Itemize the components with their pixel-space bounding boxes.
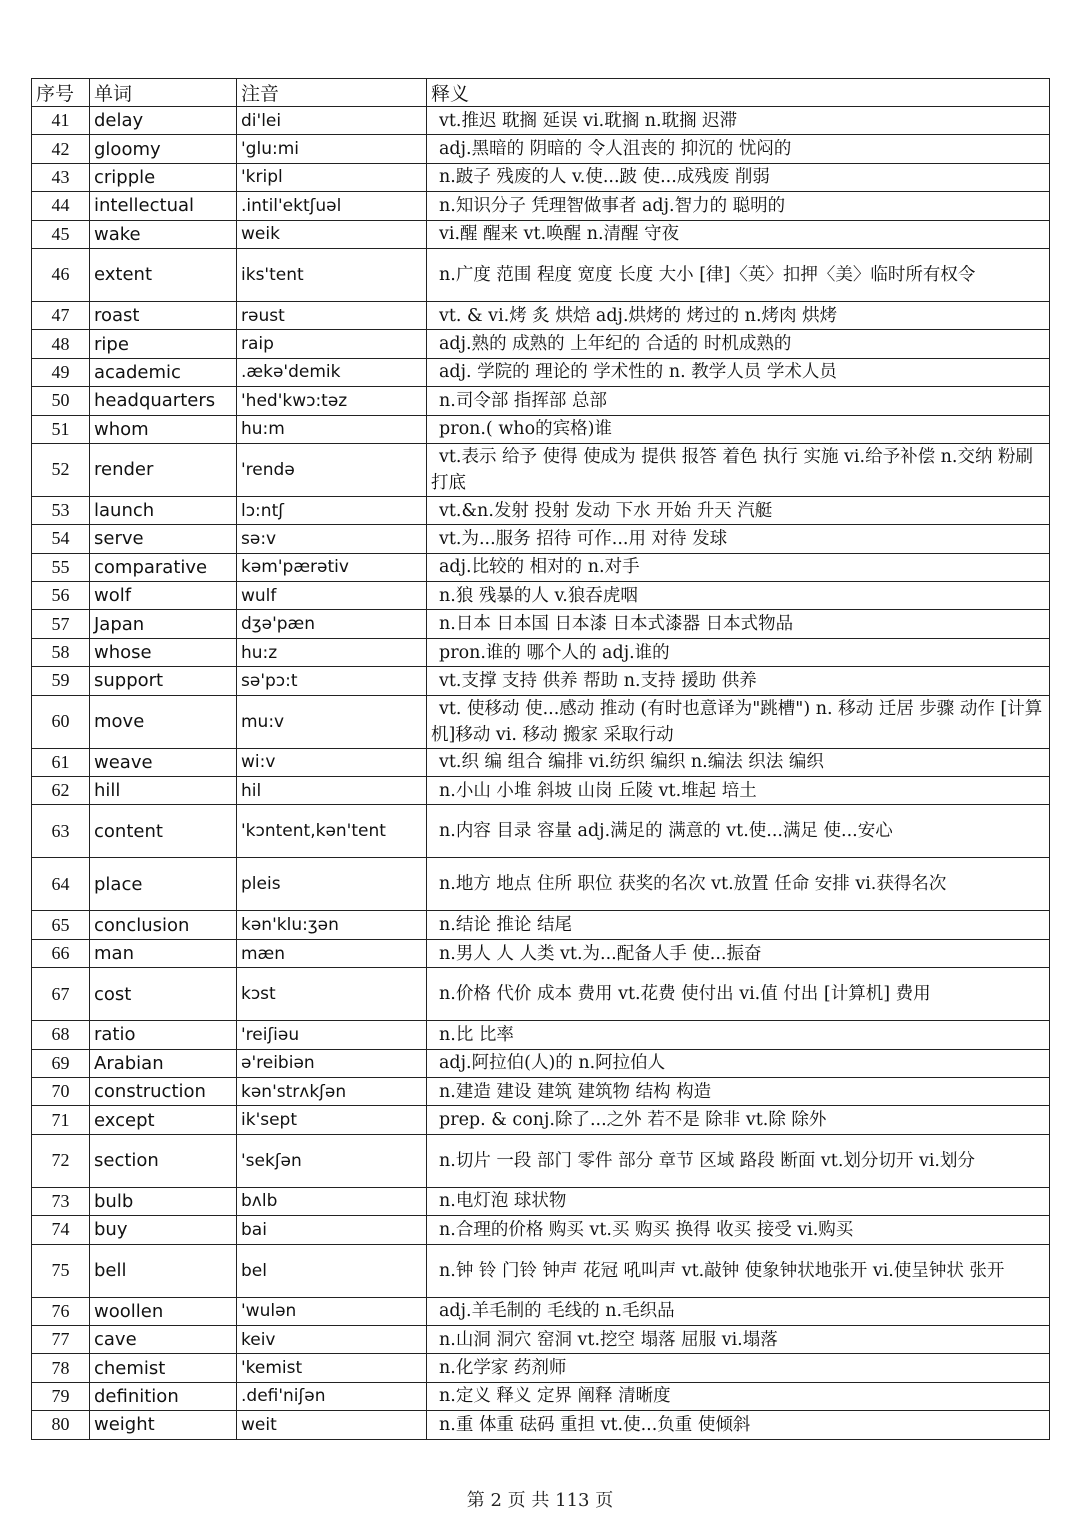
table-row xyxy=(32,939,1050,967)
row-number: 53 xyxy=(32,496,90,524)
row-pronunciation: pleis xyxy=(237,858,427,911)
table-header-row xyxy=(32,79,1050,107)
row-definition: n.日本 日本国 日本漆 日本式漆器 日本式物品 xyxy=(427,610,1050,638)
row-number: 76 xyxy=(32,1297,90,1325)
row-pronunciation: wulf xyxy=(237,582,427,610)
row-definition: n.地方 地点 住所 职位 获奖的名次 vt.放置 任命 安排 vi.获得名次 xyxy=(427,858,1050,911)
row-definition: prep. & conj.除了...之外 若不是 除非 vt.除 除外 xyxy=(427,1106,1050,1134)
row-number: 74 xyxy=(32,1216,90,1244)
header-definition: 释义 xyxy=(427,79,1050,107)
row-number: 73 xyxy=(32,1187,90,1215)
row-pronunciation: .ækə'demik xyxy=(237,358,427,386)
header-pronunciation: 注音 xyxy=(237,79,427,107)
table-row xyxy=(32,1134,1050,1187)
row-pronunciation: wi:v xyxy=(237,748,427,776)
row-word: weight xyxy=(90,1411,237,1439)
row-definition: vt.织 编 组合 编排 vi.纺织 编织 n.编法 织法 编织 xyxy=(427,748,1050,776)
row-definition: n.狼 残暴的人 v.狼吞虎咽 xyxy=(427,582,1050,610)
row-definition: vt.&n.发射 投射 发动 下水 开始 升天 汽艇 xyxy=(427,496,1050,524)
table-row xyxy=(32,1216,1050,1244)
row-definition: n.比 比率 xyxy=(427,1021,1050,1049)
row-number: 78 xyxy=(32,1354,90,1382)
row-definition: n.切片 一段 部门 零件 部分 章节 区域 路段 断面 vt.划分切开 vi.划分 xyxy=(427,1134,1050,1187)
row-number: 79 xyxy=(32,1382,90,1410)
row-pronunciation: lɔ:ntʃ xyxy=(237,496,427,524)
row-word: buy xyxy=(90,1216,237,1244)
row-number: 77 xyxy=(32,1325,90,1353)
row-word: whom xyxy=(90,415,237,443)
row-definition: n.定义 释义 定界 阐释 清晰度 xyxy=(427,1382,1050,1410)
row-pronunciation: kəm'pærətiv xyxy=(237,553,427,581)
row-word: Japan xyxy=(90,610,237,638)
row-definition: vt. & vi.烤 炙 烘焙 adj.烘烤的 烤过的 n.烤肉 烘烤 xyxy=(427,301,1050,329)
row-pronunciation: 'sekʃən xyxy=(237,1134,427,1187)
row-pronunciation: sə'pɔ:t xyxy=(237,667,427,695)
row-number: 62 xyxy=(32,777,90,805)
row-definition: vt.支撑 支持 供养 帮助 n.支持 援助 供养 xyxy=(427,667,1050,695)
row-word: ratio xyxy=(90,1021,237,1049)
row-word: definition xyxy=(90,1382,237,1410)
row-pronunciation: mu:v xyxy=(237,695,427,748)
page-footer: 第 2 页 共 113 页 xyxy=(466,1490,614,1511)
vocabulary-table xyxy=(31,78,1050,1440)
row-word: serve xyxy=(90,525,237,553)
table-row xyxy=(32,248,1050,301)
row-word: roast xyxy=(90,301,237,329)
row-pronunciation: iks'tent xyxy=(237,248,427,301)
table-row xyxy=(32,911,1050,939)
header-number: 序号 xyxy=(32,79,90,107)
row-number: 67 xyxy=(32,968,90,1021)
row-number: 71 xyxy=(32,1106,90,1134)
row-definition: vt.推迟 耽搁 延误 vi.耽搁 n.耽搁 迟滞 xyxy=(427,107,1050,135)
row-number: 65 xyxy=(32,911,90,939)
row-number: 69 xyxy=(32,1049,90,1077)
row-number: 50 xyxy=(32,387,90,415)
row-definition: n.钟 铃 门铃 钟声 花冠 吼叫声 vt.敲钟 使象钟状地张开 vi.使呈钟状 张开 xyxy=(427,1244,1050,1297)
table-row xyxy=(32,582,1050,610)
row-word: construction xyxy=(90,1077,237,1105)
table-row xyxy=(32,748,1050,776)
row-definition: adj.阿拉伯(人)的 n.阿拉伯人 xyxy=(427,1049,1050,1077)
row-word: hill xyxy=(90,777,237,805)
row-pronunciation: 'wulən xyxy=(237,1297,427,1325)
row-word: headquarters xyxy=(90,387,237,415)
row-word: gloomy xyxy=(90,135,237,163)
row-definition: adj.比较的 相对的 n.对手 xyxy=(427,553,1050,581)
row-pronunciation: bai xyxy=(237,1216,427,1244)
row-word: weave xyxy=(90,748,237,776)
row-number: 42 xyxy=(32,135,90,163)
row-number: 45 xyxy=(32,220,90,248)
row-pronunciation: 'glu:mi xyxy=(237,135,427,163)
row-number: 61 xyxy=(32,748,90,776)
row-definition: n.山洞 洞穴 窑洞 vt.挖空 塌落 屈服 vi.塌落 xyxy=(427,1325,1050,1353)
row-number: 47 xyxy=(32,301,90,329)
table-row xyxy=(32,443,1050,496)
table-row xyxy=(32,1411,1050,1439)
row-definition: n.电灯泡 球状物 xyxy=(427,1187,1050,1215)
row-word: except xyxy=(90,1106,237,1134)
row-word: cost xyxy=(90,968,237,1021)
row-definition: vt.为...服务 招待 可作...用 对待 发球 xyxy=(427,525,1050,553)
row-word: content xyxy=(90,805,237,858)
row-number: 44 xyxy=(32,192,90,220)
row-number: 70 xyxy=(32,1077,90,1105)
row-definition: n.化学家 药剂师 xyxy=(427,1354,1050,1382)
row-definition: n.重 体重 砝码 重担 vt.使...负重 使倾斜 xyxy=(427,1411,1050,1439)
row-word: conclusion xyxy=(90,911,237,939)
table-row xyxy=(32,968,1050,1021)
row-number: 41 xyxy=(32,107,90,135)
row-word: delay xyxy=(90,107,237,135)
row-definition: n.内容 目录 容量 adj.满足的 满意的 vt.使...满足 使...安心 xyxy=(427,805,1050,858)
row-pronunciation: .intil'ektʃuəl xyxy=(237,192,427,220)
table-row xyxy=(32,695,1050,748)
row-pronunciation: hu:m xyxy=(237,415,427,443)
row-definition: n.广度 范围 程度 宽度 长度 大小 [律]〈英〉扣押〈美〉临时所有权令 xyxy=(427,248,1050,301)
row-pronunciation: sə:v xyxy=(237,525,427,553)
row-definition: n.男人 人 人类 vt.为...配备人手 使...振奋 xyxy=(427,939,1050,967)
row-number: 48 xyxy=(32,330,90,358)
table-row xyxy=(32,525,1050,553)
row-definition: vt.表示 给予 使得 使成为 提供 报答 着色 执行 实施 vi.给予补偿 n.交纳 粉刷 打底 xyxy=(427,443,1050,496)
table-row xyxy=(32,638,1050,666)
row-pronunciation: mæn xyxy=(237,939,427,967)
row-number: 54 xyxy=(32,525,90,553)
row-definition: adj. 学院的 理论的 学术性的 n. 教学人员 学术人员 xyxy=(427,358,1050,386)
table-row xyxy=(32,610,1050,638)
row-word: section xyxy=(90,1134,237,1187)
table-row xyxy=(32,301,1050,329)
row-word: bulb xyxy=(90,1187,237,1215)
row-number: 64 xyxy=(32,858,90,911)
row-number: 80 xyxy=(32,1411,90,1439)
row-word: academic xyxy=(90,358,237,386)
row-number: 57 xyxy=(32,610,90,638)
table-row xyxy=(32,1077,1050,1105)
row-pronunciation: di'lei xyxy=(237,107,427,135)
table-row xyxy=(32,1325,1050,1353)
table-row xyxy=(32,1297,1050,1325)
row-number: 75 xyxy=(32,1244,90,1297)
row-pronunciation: 'kemist xyxy=(237,1354,427,1382)
row-number: 46 xyxy=(32,248,90,301)
row-pronunciation: .defi'niʃən xyxy=(237,1382,427,1410)
table-row xyxy=(32,777,1050,805)
row-pronunciation: kən'strʌkʃən xyxy=(237,1077,427,1105)
row-word: cripple xyxy=(90,163,237,191)
table-row xyxy=(32,1049,1050,1077)
row-pronunciation: 'rendə xyxy=(237,443,427,496)
table-row xyxy=(32,220,1050,248)
row-definition: n.合理的价格 购买 vt.买 购买 换得 收买 接受 vi.购买 xyxy=(427,1216,1050,1244)
row-word: support xyxy=(90,667,237,695)
table-row xyxy=(32,135,1050,163)
row-word: ripe xyxy=(90,330,237,358)
table-row xyxy=(32,415,1050,443)
row-pronunciation: weit xyxy=(237,1411,427,1439)
row-word: Arabian xyxy=(90,1049,237,1077)
row-word: move xyxy=(90,695,237,748)
row-definition: n.知识分子 凭理智做事者 adj.智力的 聪明的 xyxy=(427,192,1050,220)
header-word: 单词 xyxy=(90,79,237,107)
table-row xyxy=(32,387,1050,415)
row-pronunciation: bel xyxy=(237,1244,427,1297)
table-row xyxy=(32,1382,1050,1410)
row-word: wake xyxy=(90,220,237,248)
row-number: 58 xyxy=(32,638,90,666)
row-word: cave xyxy=(90,1325,237,1353)
row-definition: n.建造 建设 建筑 建筑物 结构 构造 xyxy=(427,1077,1050,1105)
row-pronunciation: hil xyxy=(237,777,427,805)
table-row xyxy=(32,330,1050,358)
table-row xyxy=(32,858,1050,911)
row-number: 49 xyxy=(32,358,90,386)
row-number: 68 xyxy=(32,1021,90,1049)
row-number: 63 xyxy=(32,805,90,858)
row-pronunciation: 'kɔntent,kən'tent xyxy=(237,805,427,858)
row-number: 56 xyxy=(32,582,90,610)
row-word: wolf xyxy=(90,582,237,610)
table-row xyxy=(32,1106,1050,1134)
table-row xyxy=(32,192,1050,220)
row-pronunciation: weik xyxy=(237,220,427,248)
row-pronunciation: keiv xyxy=(237,1325,427,1353)
table-row xyxy=(32,805,1050,858)
row-number: 72 xyxy=(32,1134,90,1187)
row-definition: adj.黑暗的 阴暗的 令人沮丧的 抑沉的 忧闷的 xyxy=(427,135,1050,163)
row-word: launch xyxy=(90,496,237,524)
row-number: 60 xyxy=(32,695,90,748)
row-word: woollen xyxy=(90,1297,237,1325)
row-definition: pron.谁的 哪个人的 adj.谁的 xyxy=(427,638,1050,666)
row-word: place xyxy=(90,858,237,911)
row-number: 55 xyxy=(32,553,90,581)
row-definition: n.跛子 残废的人 v.使...跛 使...成残废 削弱 xyxy=(427,163,1050,191)
row-definition: n.结论 推论 结尾 xyxy=(427,911,1050,939)
row-pronunciation: 'reiʃiəu xyxy=(237,1021,427,1049)
row-pronunciation: rəust xyxy=(237,301,427,329)
row-number: 52 xyxy=(32,443,90,496)
table-row xyxy=(32,1021,1050,1049)
row-definition: vt. 使移动 使...感动 推动 (有时也意译为"跳槽") n. 移动 迁居 步骤 动作 [计算机]移动 vi. 移动 搬家 采取行动 xyxy=(427,695,1050,748)
row-word: comparative xyxy=(90,553,237,581)
row-definition: adj.羊毛制的 毛线的 n.毛织品 xyxy=(427,1297,1050,1325)
row-word: chemist xyxy=(90,1354,237,1382)
row-pronunciation: 'kripl xyxy=(237,163,427,191)
row-pronunciation: ə'reibiən xyxy=(237,1049,427,1077)
table-row xyxy=(32,107,1050,135)
row-pronunciation: kən'klu:ʒən xyxy=(237,911,427,939)
table-row xyxy=(32,667,1050,695)
row-pronunciation: bʌlb xyxy=(237,1187,427,1215)
row-number: 59 xyxy=(32,667,90,695)
table-row xyxy=(32,358,1050,386)
row-definition: n.小山 小堆 斜坡 山岗 丘陵 vt.堆起 培土 xyxy=(427,777,1050,805)
row-word: whose xyxy=(90,638,237,666)
row-definition: n.价格 代价 成本 费用 vt.花费 使付出 vi.值 付出 [计算机] 费用 xyxy=(427,968,1050,1021)
table-row xyxy=(32,1187,1050,1215)
row-pronunciation: hu:z xyxy=(237,638,427,666)
table-row xyxy=(32,163,1050,191)
table-row xyxy=(32,553,1050,581)
row-pronunciation: 'hed'kwɔ:təz xyxy=(237,387,427,415)
table-row xyxy=(32,1244,1050,1297)
row-number: 43 xyxy=(32,163,90,191)
table-row xyxy=(32,1354,1050,1382)
row-definition: pron.( who的宾格)谁 xyxy=(427,415,1050,443)
row-word: intellectual xyxy=(90,192,237,220)
row-pronunciation: ik'sept xyxy=(237,1106,427,1134)
table-row xyxy=(32,496,1050,524)
row-pronunciation: raip xyxy=(237,330,427,358)
row-pronunciation: dʒə'pæn xyxy=(237,610,427,638)
row-pronunciation: kɔst xyxy=(237,968,427,1021)
row-number: 51 xyxy=(32,415,90,443)
row-number: 66 xyxy=(32,939,90,967)
row-definition: vi.醒 醒来 vt.唤醒 n.清醒 守夜 xyxy=(427,220,1050,248)
row-word: bell xyxy=(90,1244,237,1297)
row-word: man xyxy=(90,939,237,967)
row-word: render xyxy=(90,443,237,496)
table-body xyxy=(32,107,1050,1440)
row-word: extent xyxy=(90,248,237,301)
row-definition: n.司令部 指挥部 总部 xyxy=(427,387,1050,415)
row-definition: adj.熟的 成熟的 上年纪的 合适的 时机成熟的 xyxy=(427,330,1050,358)
